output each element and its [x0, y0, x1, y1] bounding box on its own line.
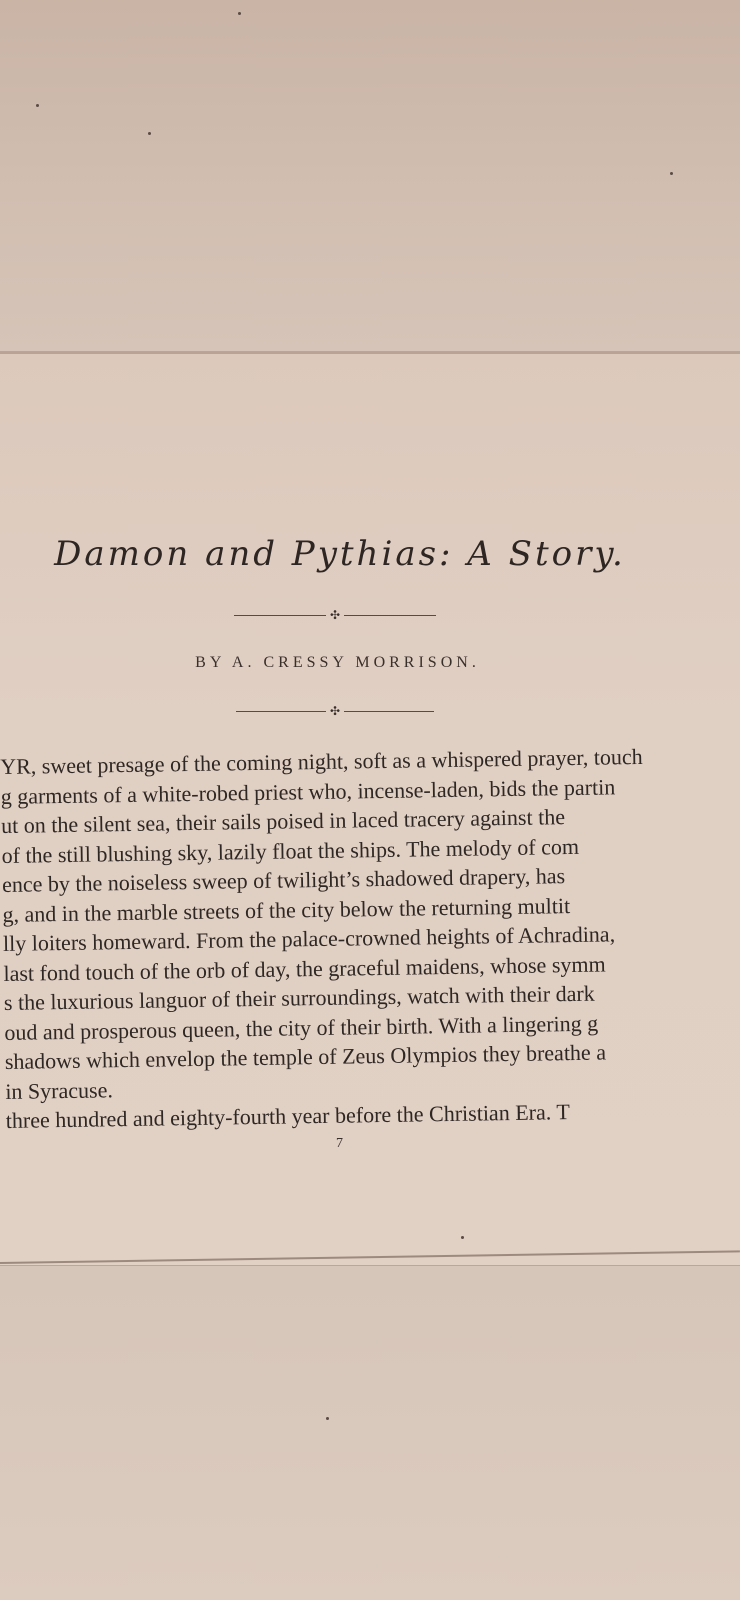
- rule-line: [236, 711, 326, 712]
- body-line: in Syracuse.: [5, 1076, 114, 1104]
- body-line: oud and prosperous queen, the city of their birth. With a lingering g: [4, 1010, 599, 1045]
- body-line: three hundred and eighty-fourth year before the Christian Era. T: [5, 1099, 570, 1133]
- asterism-icon: ✣: [329, 704, 341, 718]
- body-line: lly loiters homeward. From the palace-crowned heights of Achradina,: [2, 921, 616, 956]
- rule-line: [344, 711, 434, 712]
- ornament-rule-top: [234, 608, 436, 622]
- story-title: Damon and Pythias: A Story.: [54, 534, 626, 574]
- body-line: shadows which envelop the temple of Zeus Olympios they breathe a: [4, 1039, 607, 1074]
- body-line: YR, sweet presage of the coming night, soft as a whispered prayer, touch: [0, 743, 643, 779]
- body-line: last fond touch of the orb of day, the graceful maidens, whose symm: [3, 951, 606, 986]
- paper-speck: [36, 104, 39, 107]
- body-line: of the still blushing sky, lazily float the ships. The melody of com: [1, 833, 580, 868]
- facing-page-bottom: [0, 1266, 740, 1600]
- paper-speck: [461, 1236, 464, 1239]
- paper-speck: [670, 172, 673, 175]
- rule-line: [234, 615, 326, 616]
- story-body: [0, 740, 740, 1135]
- body-line: g, and in the marble streets of the city below the returning multit: [2, 892, 571, 927]
- body-line: s the luxurious languor of their surroundings, watch with their dark: [3, 980, 595, 1015]
- facing-page-top: [0, 0, 740, 355]
- paper-speck: [238, 12, 241, 15]
- ornament-rule-bottom: [236, 704, 434, 718]
- paper-speck: [148, 132, 151, 135]
- body-line: ut on the silent sea, their sails poised in laced tracery against the: [0, 804, 566, 838]
- author-byline: BY A. CRESSY MORRISON.: [195, 654, 480, 671]
- body-line: g garments of a white-robed priest who, incense-laden, bids the partin: [0, 773, 616, 809]
- paper-speck: [326, 1417, 329, 1420]
- asterism-icon: ✣: [329, 608, 341, 622]
- page-number: 7: [336, 1136, 343, 1151]
- rule-line: [344, 615, 436, 616]
- body-line: ence by the noiseless sweep of twilight’s shadowed drapery, has: [1, 863, 566, 897]
- page-top-edge: [0, 352, 740, 354]
